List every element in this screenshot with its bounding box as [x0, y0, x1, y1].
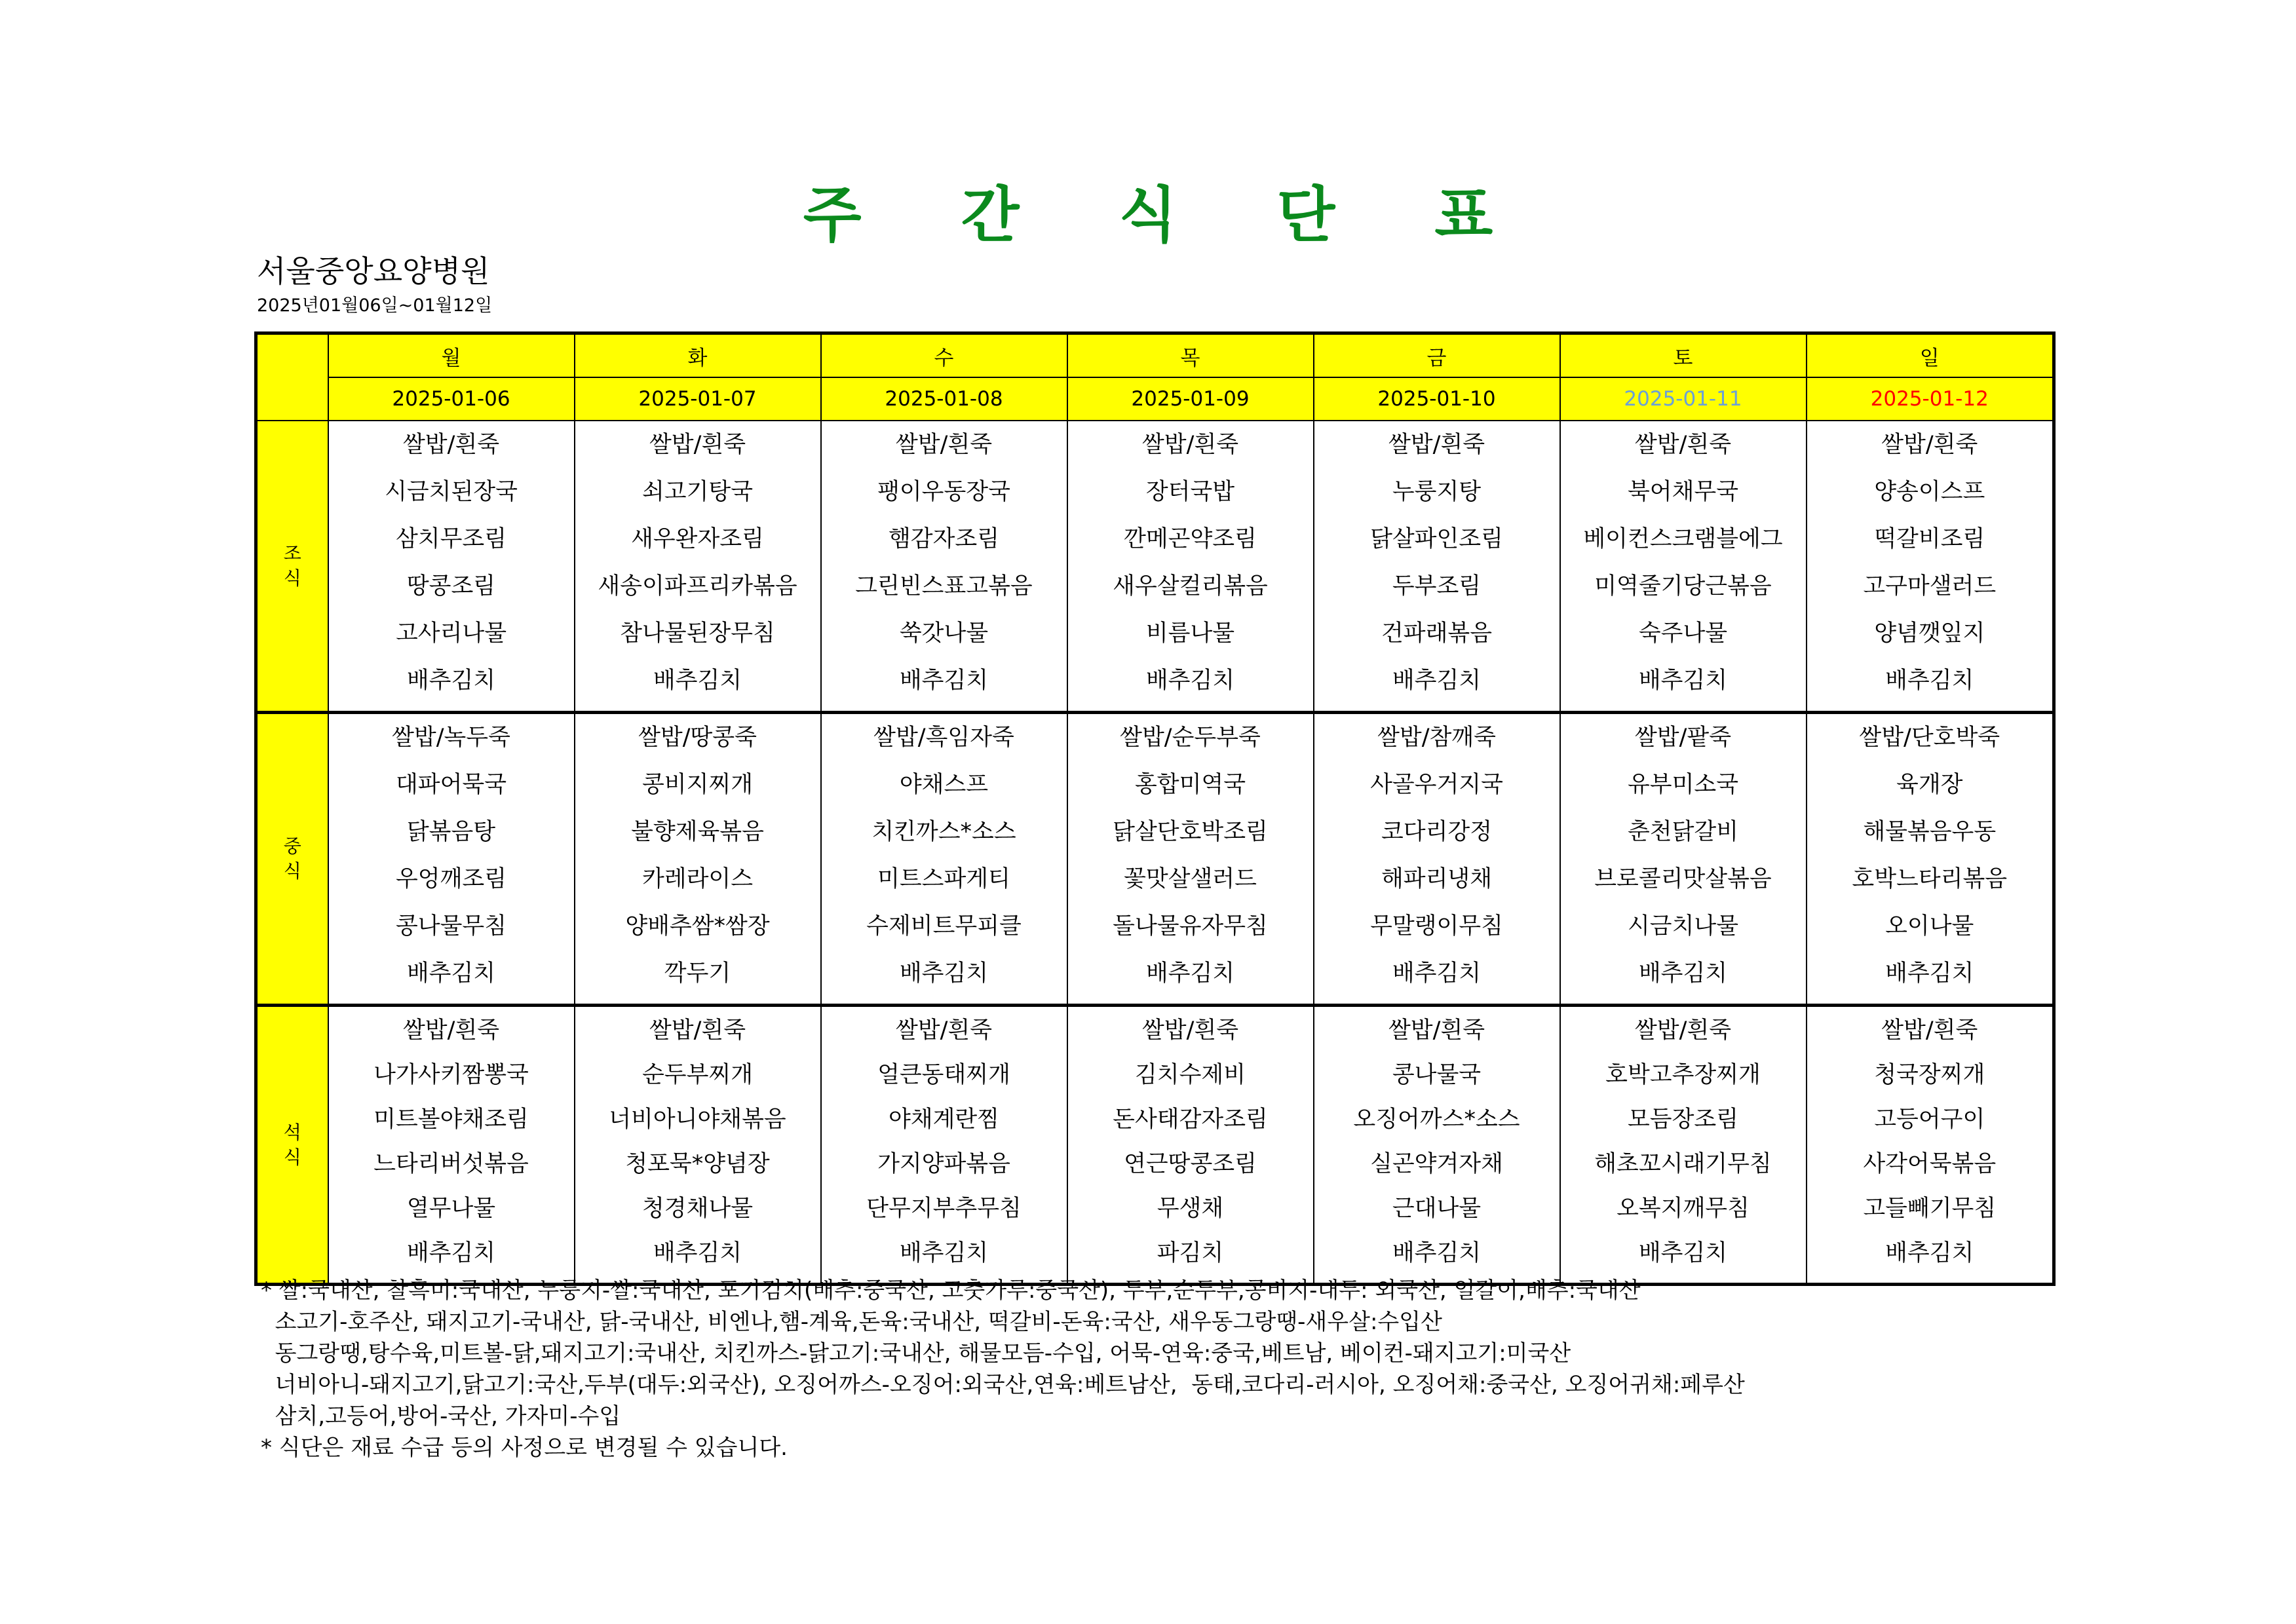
day-menu-cell	[328, 1006, 575, 1285]
menu-item: 배추김치	[1885, 960, 1974, 987]
note-line: * 식단은 재료 수급 등의 사정으로 변경될 수 있습니다.	[261, 1435, 788, 1461]
menu-item: 쌀밥/흰죽	[1388, 1017, 1485, 1044]
menu-item: 홍합미역국	[1134, 772, 1246, 798]
weekday-header: 수	[821, 333, 1067, 378]
menu-item: 쌀밥/팥죽	[1634, 725, 1732, 751]
menu-item: 해파리냉채	[1381, 866, 1493, 892]
menu-item: 호박고추장찌개	[1605, 1062, 1761, 1088]
weekday-header: 화	[575, 333, 821, 378]
menu-item: 깐메곤약조림	[1124, 526, 1257, 552]
menu-item: 미트볼야채조림	[373, 1106, 529, 1133]
menu-item: 땅콩조림	[406, 573, 496, 599]
date-header: 2025-01-12	[1807, 377, 2054, 421]
menu-item: 코다리강정	[1381, 819, 1493, 845]
day-menu-cell	[1314, 713, 1560, 1006]
menu-item: 모듬장조림	[1627, 1106, 1739, 1133]
hospital-name: 서울중앙요양병원	[257, 254, 490, 289]
menu-item: 쑥갓나물	[899, 620, 989, 647]
menu-item: 고구마샐러드	[1863, 573, 1997, 599]
date-header: 2025-01-06	[328, 377, 575, 421]
menu-item: 돌나물유자무침	[1113, 913, 1268, 939]
menu-item: 사각어묵볶음	[1863, 1151, 1997, 1177]
date-header: 2025-01-11	[1560, 377, 1807, 421]
menu-item: 호박느타리볶음	[1852, 866, 2008, 892]
menu-item: 닭볶음탕	[406, 819, 496, 845]
meal-label	[256, 1006, 328, 1285]
menu-item: 해물볶음우동	[1863, 819, 1997, 845]
weekday-header: 일	[1807, 333, 2054, 378]
menu-item: 순두부찌개	[641, 1062, 754, 1088]
menu-item: 느타리버섯볶음	[373, 1151, 529, 1177]
menu-item: 배추김치	[406, 960, 496, 987]
meal-label-text: 조식	[283, 542, 301, 589]
menu-item: 북어채무국	[1627, 479, 1739, 505]
menu-item: 양송이스프	[1874, 479, 1985, 505]
menu-item: 떡갈비조림	[1874, 526, 1985, 552]
menu-item: 고들빼기무침	[1863, 1196, 1997, 1222]
menu-item: 파김치	[1157, 1240, 1224, 1266]
menu-item: 무말랭이무침	[1370, 913, 1503, 939]
menu-item: 실곤약겨자채	[1370, 1151, 1503, 1177]
weekday-header: 토	[1560, 333, 1807, 378]
menu-item: 쌀밥/흰죽	[1141, 432, 1239, 458]
menu-item: 불향제육볶음	[631, 819, 764, 845]
menu-item: 베이컨스크램블에그	[1583, 526, 1783, 552]
menu-item: 닭살파인조림	[1370, 526, 1503, 552]
menu-item: 야채스프	[899, 772, 989, 798]
menu-item: 배추김치	[653, 1240, 742, 1266]
day-menu-cell	[1807, 421, 2054, 713]
day-menu-cell	[1067, 1006, 1314, 1285]
menu-item: 배추김치	[1392, 960, 1482, 987]
menu-item: 새우살컬리볶음	[1113, 573, 1268, 599]
menu-item: 쇠고기탕국	[641, 479, 754, 505]
menu-item: 콩비지찌개	[641, 772, 754, 798]
menu-item: 카레라이스	[641, 866, 754, 892]
menu-item: 배추김치	[1145, 668, 1235, 694]
menu-item: 우엉깨조림	[395, 866, 507, 892]
menu-item: 배추김치	[1638, 1240, 1728, 1266]
menu-item: 삼치무조림	[395, 526, 507, 552]
weekday-header: 월	[328, 333, 575, 378]
meal-label	[256, 421, 328, 713]
menu-item: 오복지깨무침	[1617, 1196, 1750, 1222]
menu-item: 치킨까스*소스	[871, 819, 1016, 845]
menu-item: 무생채	[1157, 1196, 1224, 1222]
menu-item: 배추김치	[1392, 1240, 1482, 1266]
menu-item: 고등어구이	[1874, 1106, 1985, 1133]
menu-item: 쌀밥/흰죽	[1141, 1017, 1239, 1044]
menu-item: 청포묵*양념장	[625, 1151, 770, 1177]
meal-label-text: 석식	[283, 1121, 301, 1168]
menu-item: 시금치된장국	[385, 479, 518, 505]
menu-item: 참나물된장무침	[620, 620, 775, 647]
menu-item: 근대나물	[1392, 1196, 1482, 1222]
menu-item: 나가사키짬뽕국	[373, 1062, 529, 1088]
menu-item: 청경채나물	[641, 1196, 754, 1222]
day-menu-cell	[1560, 713, 1807, 1006]
menu-item: 배추김치	[406, 668, 496, 694]
date-header: 2025-01-07	[575, 377, 821, 421]
menu-item: 닭살단호박조림	[1113, 819, 1268, 845]
menu-item: 건파래볶음	[1381, 620, 1493, 647]
menu-item: 돈사태감자조림	[1113, 1106, 1268, 1133]
menu-item: 누룽지탕	[1392, 479, 1482, 505]
menu-item: 배추김치	[1638, 668, 1728, 694]
weekday-header: 목	[1067, 333, 1314, 378]
menu-item: 양념깻잎지	[1874, 620, 1985, 647]
table-corner	[256, 333, 328, 421]
menu-item: 해초꼬시래기무침	[1594, 1151, 1772, 1177]
menu-item: 배추김치	[1392, 668, 1482, 694]
menu-item: 깍두기	[664, 960, 731, 987]
menu-item: 배추김치	[1145, 960, 1235, 987]
menu-item: 콩나물무침	[395, 913, 507, 939]
menu-item: 배추김치	[1885, 1240, 1974, 1266]
menu-item: 쌀밥/흰죽	[1881, 432, 1978, 458]
note-line: 너비아니-돼지고기,닭고기:국산,두부(대두:외국산), 오징어까스-오징어:외국산,연육:베트남산, 동태,코다리-러시아, 오징어채:중국산, 오징어귀채:페루산	[261, 1372, 1745, 1398]
meal-label-text: 중식	[283, 835, 301, 882]
menu-item: 쌀밥/참깨죽	[1377, 725, 1496, 751]
origin-notes	[261, 1275, 1745, 1463]
menu-item: 시금치나물	[1627, 913, 1739, 939]
menu-item: 쌀밥/흰죽	[402, 432, 500, 458]
menu-item: 쌀밥/단호박죽	[1859, 725, 2000, 751]
menu-item: 열무나물	[406, 1196, 496, 1222]
menu-period: 2025년01월06일~01월12일	[257, 295, 493, 316]
note-line: 삼치,고등어,방어-국산, 가자미-수입	[261, 1403, 621, 1429]
menu-item: 브로콜리맛살볶음	[1594, 866, 1772, 892]
menu-item: 고사리나물	[395, 620, 507, 647]
weekly-menu-table	[254, 331, 2056, 1286]
menu-item: 새우완자조림	[631, 526, 764, 552]
menu-item: 쌀밥/흰죽	[1634, 432, 1732, 458]
menu-item: 쌀밥/흰죽	[402, 1017, 500, 1044]
meal-row	[256, 713, 2054, 1006]
menu-item: 배추김치	[1885, 668, 1974, 694]
menu-item: 배추김치	[899, 1240, 989, 1266]
meal-row	[256, 1006, 2054, 1285]
menu-item: 쌀밥/흰죽	[1881, 1017, 1978, 1044]
menu-item: 쌀밥/순두부죽	[1120, 725, 1261, 751]
menu-item: 양배추쌈*쌈장	[625, 913, 770, 939]
day-menu-cell	[1807, 1006, 2054, 1285]
menu-item: 쌀밥/흰죽	[895, 432, 993, 458]
menu-item: 비름나물	[1145, 620, 1235, 647]
menu-item: 쌀밥/녹두죽	[392, 725, 510, 751]
menu-item: 오징어까스*소스	[1353, 1106, 1520, 1133]
note-line: 소고기-호주산, 돼지고기-국내산, 닭-국내산, 비엔나,햄-계육,돈육:국내산, 떡갈비-돈육:국산, 새우동그랑땡-새우살:수입산	[261, 1309, 1442, 1335]
menu-item: 두부조림	[1392, 573, 1482, 599]
menu-item: 그린빈스표고볶음	[855, 573, 1033, 599]
menu-item: 연근땅콩조림	[1124, 1151, 1257, 1177]
menu-item: 너비아니야채볶음	[609, 1106, 786, 1133]
menu-item: 배추김치	[899, 668, 989, 694]
day-menu-cell	[328, 421, 575, 713]
menu-item: 김치수제비	[1134, 1062, 1246, 1088]
weekday-header: 금	[1314, 333, 1560, 378]
menu-item: 대파어묵국	[395, 772, 507, 798]
menu-item: 얼큰동태찌개	[877, 1062, 1010, 1088]
note-line: 동그랑땡,탕수육,미트볼-닭,돼지고기:국내산, 치킨까스-닭고기:국내산, 해물모듬-수입, 어묵-연육:중국,베트남, 베이컨-돼지고기:미국산	[261, 1340, 1571, 1367]
weekday-header-row	[256, 333, 2054, 378]
day-menu-cell	[1560, 1006, 1807, 1285]
meal-row	[256, 421, 2054, 713]
menu-item: 육개장	[1896, 772, 1963, 798]
menu-item: 새송이파프리카볶음	[598, 573, 797, 599]
menu-item: 햄감자조림	[888, 526, 1000, 552]
menu-item: 숙주나물	[1638, 620, 1728, 647]
menu-item: 쌀밥/흰죽	[895, 1017, 993, 1044]
page-title: 주 간 식 단 표	[803, 180, 1533, 250]
day-menu-cell	[1067, 713, 1314, 1006]
menu-item: 미역줄기당근볶음	[1594, 573, 1772, 599]
day-menu-cell	[821, 713, 1067, 1006]
menu-item: 배추김치	[406, 1240, 496, 1266]
day-menu-cell	[575, 1006, 821, 1285]
menu-item: 청국장찌개	[1874, 1062, 1985, 1088]
menu-item: 사골우거지국	[1370, 772, 1503, 798]
day-menu-cell	[1807, 713, 2054, 1006]
menu-item: 춘천닭갈비	[1627, 819, 1739, 845]
date-header-row	[256, 377, 2054, 421]
day-menu-cell	[575, 421, 821, 713]
meal-label	[256, 713, 328, 1006]
menu-item: 배추김치	[899, 960, 989, 987]
menu-item: 쌀밥/흑임자죽	[873, 725, 1014, 751]
day-menu-cell	[1560, 421, 1807, 713]
day-menu-cell	[328, 713, 575, 1006]
menu-item: 쌀밥/흰죽	[1634, 1017, 1732, 1044]
day-menu-cell	[821, 1006, 1067, 1285]
date-header: 2025-01-10	[1314, 377, 1560, 421]
menu-item: 야채계란찜	[888, 1106, 1000, 1133]
date-header: 2025-01-08	[821, 377, 1067, 421]
menu-item: 장터국밥	[1145, 479, 1235, 505]
menu-item: 꽃맛살샐러드	[1124, 866, 1257, 892]
menu-item: 오이나물	[1885, 913, 1974, 939]
menu-item: 팽이우동장국	[877, 479, 1010, 505]
menu-item: 쌀밥/땅콩죽	[638, 725, 757, 751]
menu-item: 단무지부추무침	[866, 1196, 1022, 1222]
note-line: * 쌀:국내산, 찰흑미:국내산, 누룽지-쌀:국내산, 포기김치(배추:중국산, 고춧가루:중국산), 두부,순두부,콩비지-대두: 외국산, 얼갈이,배추:국내산	[261, 1277, 1641, 1304]
menu-item: 배추김치	[1638, 960, 1728, 987]
day-menu-cell	[1067, 421, 1314, 713]
menu-item: 콩나물국	[1392, 1062, 1482, 1088]
menu-item: 수제비트무피클	[866, 913, 1022, 939]
date-header: 2025-01-09	[1067, 377, 1314, 421]
day-menu-cell	[1314, 421, 1560, 713]
menu-item: 유부미소국	[1627, 772, 1739, 798]
menu-item: 쌀밥/흰죽	[649, 432, 746, 458]
menu-item: 쌀밥/흰죽	[1388, 432, 1485, 458]
day-menu-cell	[821, 421, 1067, 713]
menu-item: 쌀밥/흰죽	[649, 1017, 746, 1044]
day-menu-cell	[575, 713, 821, 1006]
menu-item: 미트스파게티	[877, 866, 1010, 892]
menu-item: 가지양파볶음	[877, 1151, 1010, 1177]
day-menu-cell	[1314, 1006, 1560, 1285]
menu-item: 배추김치	[653, 668, 742, 694]
